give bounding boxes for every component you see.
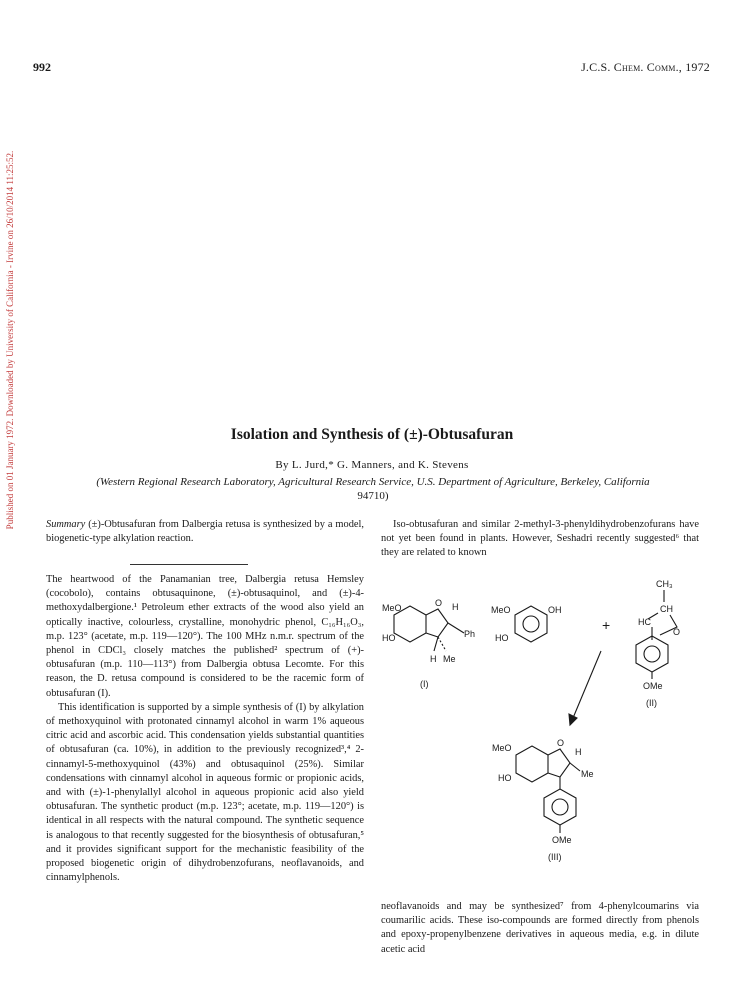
- affiliation-text: (Western Regional Research Laboratory, Agricultural Research Service, U.S. Department of Agriculture, Berkeley, California: [96, 476, 650, 488]
- bond-I-me: [438, 637, 446, 651]
- atom-III-me: Me: [581, 769, 594, 779]
- ring-I-furan: [426, 609, 448, 637]
- body-left-column: [46, 573, 364, 885]
- atom-I-h: H: [430, 654, 437, 664]
- right-paragraph-bottom: neoflavanoids and may be synthesized⁷ from 4-phenylcoumarins via coumarilic acids. These iso-compounds are formed directly from phenols and epoxy-propenylbenzene derivatives in aqueous media, e.g. in dilute acetic acid: [381, 901, 699, 955]
- body-paragraph-1: The heartwood of the Panamanian tree, Dalbergia retusa Hemsley (cocobolo), contains obtusaquinone, (±)-obtusaquinol, and (±)-4-methoxydalbergione.¹ Petroleum ether extracts of the wood also yield an optically inactive, colourless, crystalline, monohydric phenol, C₁₆H₁₆O₃, m.p. 123° (acetate, m.p. 119—120°). The 100 MHz n.m.r. spectrum of the phenol in CDCl₃ closely matches the published² spectrum of (+)-obtusafuran (m.p. 110—113°) from Dalbergia obtusa Lecomte. For this reason, the D. retusa compound is considered to be the racemic form of obtusafuran (I).: [46, 574, 364, 699]
- atom-I-ho: HO: [382, 633, 396, 643]
- structure-III: [516, 746, 580, 833]
- label-III: (III): [548, 852, 562, 862]
- ring-III-benzene: [516, 746, 548, 782]
- article-authors: By L. Jurd,* G. Manners, and K. Stevens: [275, 459, 469, 471]
- article-title: Isolation and Synthesis of (±)-Obtusafuran: [230, 426, 514, 443]
- ring-III-aromatic: [552, 799, 568, 815]
- label-II: (II): [646, 698, 657, 708]
- atom-I-ph: Ph: [464, 629, 476, 639]
- ring-III-furan: [548, 749, 570, 777]
- atom-II-ch: CH: [660, 604, 673, 614]
- atom-II-hc: HC: [638, 617, 651, 627]
- reaction-scheme: [380, 575, 702, 875]
- bond-III-me: [570, 763, 580, 771]
- summary-block: [46, 518, 364, 546]
- plus-sign: +: [602, 617, 611, 633]
- ring-quinol-aromatic: [523, 616, 539, 632]
- atom-q-oh: OH: [548, 605, 562, 615]
- atom-q-ho: HO: [495, 633, 509, 643]
- structure-methoxyquinol: [515, 606, 547, 642]
- atom-III-meo: MeO: [492, 743, 512, 753]
- ring-II: [636, 636, 668, 672]
- arrow-shaft: [573, 651, 601, 718]
- atom-I-meo: MeO: [382, 603, 402, 613]
- bond-I-ph: [448, 623, 464, 633]
- atom-III-ome: OMe: [552, 835, 572, 845]
- reaction-arrow: [569, 651, 601, 725]
- atom-II-ome: OMe: [643, 681, 663, 691]
- atom-III-o: O: [557, 738, 565, 748]
- ring-quinol: [515, 606, 547, 642]
- atom-III-ho: HO: [498, 773, 512, 783]
- atom-II-o: O: [673, 627, 681, 637]
- scheme-svg: [380, 575, 702, 875]
- body-paragraph-2: This identification is supported by a simple synthesis of (I) by alkylation of methoxyquinol with protonated cinnamyl alcohol in warm 1% aqueous citric acid and ascorbic acid. This condensation yields substantial quantities of obtusafuran (ca. 10%), in addition to the previously recognized³,⁴ 2-cinnamyl-5-methoxyquinol (43%) and obtusaquinol (25%). Similar condensations with cinnamyl alcohol in aqueous formic or propionic acids, and with (±)-1-phenylallyl alcohol in aqueous propionic acid also yield obtusafuran. The synthetic product (m.p. 123°; acetate, m.p. 119—120°) is identical in all respects with the natural compound. The synthetic sequence is analogous to that recently suggested for the biosynthesis of obtusafuran,⁵ and it provides significant support for the mechanistic feasibility of the proposed biogenetic origin of dihydrobenzofurans, neoflavanoids, and cinnamylphenols.: [46, 701, 364, 884]
- label-I: (I): [420, 679, 429, 689]
- summary-divider: [130, 564, 248, 565]
- summary-text: (±)-Obtusafuran from Dalbergia retusa is synthesized by a model, biogenetic-type alkylation reaction.: [46, 519, 364, 545]
- right-paragraph-top: Iso-obtusafuran and similar 2-methyl-3-phenyldihydrobenzofurans have not yet been found in plants. However, Seshadri recently suggested⁶ that they are related to known: [381, 519, 699, 559]
- article-affiliation: [46, 475, 700, 503]
- atom-q-meo: MeO: [491, 605, 511, 615]
- body-right-bottom: [381, 900, 699, 957]
- summary-label: Summary: [46, 519, 86, 530]
- atom-III-h: H: [575, 747, 582, 757]
- atom-I-h-top: H: [452, 602, 459, 612]
- page-number: 992: [33, 60, 51, 74]
- atom-I-o: O: [435, 598, 443, 608]
- body-right-top: [381, 518, 699, 561]
- atom-II-ch3: CH₃: [656, 579, 673, 589]
- bond-I-h: [434, 637, 438, 651]
- affiliation-zip: 94710): [357, 490, 389, 502]
- atom-I-me: Me: [443, 654, 456, 664]
- journal-header: J.C.S. Chem. Comm., 1972: [581, 60, 710, 74]
- ring-II-aromatic: [644, 646, 660, 662]
- structure-I: [394, 606, 464, 651]
- ring-III-aryl: [544, 789, 576, 825]
- download-watermark[interactable]: Published on 01 January 1972. Downloaded by University of California - Irvine on 26/10/2014 11:25:52.: [5, 150, 15, 530]
- arrow-head: [569, 714, 577, 725]
